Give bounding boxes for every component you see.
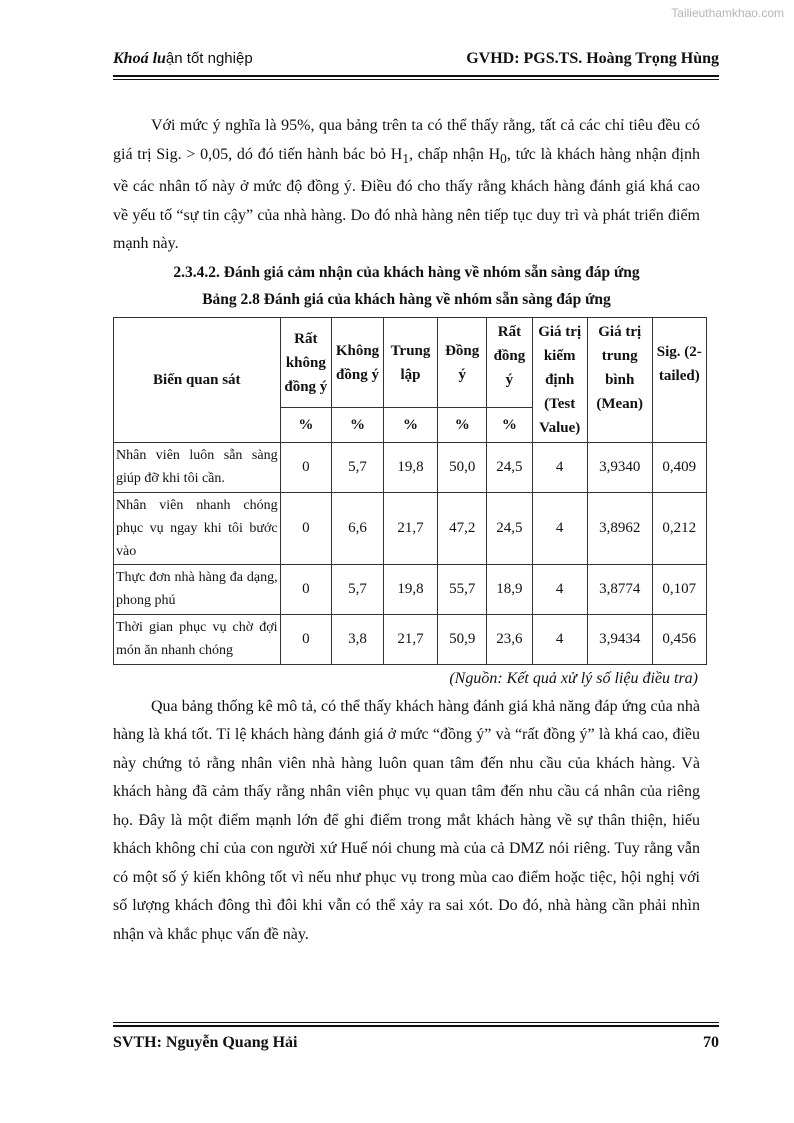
page-content bbox=[113, 112, 700, 949]
cell: 0 bbox=[280, 614, 332, 664]
paragraph-1 bbox=[113, 112, 700, 259]
footer-rule-thin bbox=[113, 1022, 719, 1023]
cell: 4 bbox=[532, 442, 587, 492]
table-row bbox=[114, 564, 707, 614]
survey-table bbox=[113, 317, 707, 665]
cell: 0,456 bbox=[652, 614, 706, 664]
row-label: Nhân viên luôn sẵn sàng giúp đỡ khi tôi cần. bbox=[114, 442, 281, 492]
cell: 3,8962 bbox=[587, 492, 652, 564]
cell: 18,9 bbox=[487, 564, 532, 614]
cell: 3,8 bbox=[332, 614, 384, 664]
cell: 21,7 bbox=[383, 614, 437, 664]
page-number: 70 bbox=[703, 1034, 719, 1051]
cell: 3,9434 bbox=[587, 614, 652, 664]
paragraph-1-text-c: , tức là khách hàng nhận định về các nhân tố này ở mức độ đồng ý. Điều đó cho thấy rằng khách hàng đánh giá khá cao về yếu tố “sự tin cậy” của nhà hàng. Do đó nhà hàng nên tiếp tục duy trì và phát triển điểm mạnh này. bbox=[113, 145, 701, 253]
table-header-row bbox=[114, 317, 707, 408]
page-footer bbox=[113, 1034, 719, 1052]
table-source: (Nguồn: Kết quả xử lý số liệu điều tra) bbox=[449, 669, 698, 687]
cell: 4 bbox=[532, 564, 587, 614]
header-right: GVHD: PGS.TS. Hoàng Trọng Hùng bbox=[466, 50, 719, 67]
header-variable: Biến quan sát bbox=[114, 317, 281, 442]
table-row bbox=[114, 492, 707, 564]
cell: 0 bbox=[280, 564, 332, 614]
table-row bbox=[114, 614, 707, 664]
footer-rule bbox=[113, 1025, 719, 1027]
header-rule-thin bbox=[113, 79, 719, 80]
header-mean: Giá trị trung bình (Mean) bbox=[587, 317, 652, 442]
header-agree: Đồng ý bbox=[438, 317, 487, 408]
row-label: Thời gian phục vụ chờ đợi món ăn nhanh chóng bbox=[114, 614, 281, 664]
section-heading: 2.3.4.2. Đánh giá cảm nhận của khách hàng về nhóm sẵn sàng đáp ứng bbox=[173, 263, 640, 281]
subscript-1: 1 bbox=[402, 150, 410, 166]
cell: 21,7 bbox=[383, 492, 437, 564]
row-label: Thực đơn nhà hàng đa dạng, phong phú bbox=[114, 564, 281, 614]
cell: 55,7 bbox=[438, 564, 487, 614]
cell: 0,409 bbox=[652, 442, 706, 492]
cell: 0 bbox=[280, 492, 332, 564]
header-rule bbox=[113, 75, 719, 77]
cell: 0,212 bbox=[652, 492, 706, 564]
page-header bbox=[113, 50, 719, 72]
header-strongly-agree: Rất đồng ý bbox=[487, 317, 532, 408]
paragraph-2: Qua bảng thống kê mô tả, có thể thấy khách hàng đánh giá khả năng đáp ứng của nhà hàng là khá tốt. Tỉ lệ khách hàng đánh giá ở mức “đồng ý” và “rất đồng ý” là khá cao, điều này chứng tỏ rằng nhân viên nhà hàng luôn quan tâm đến nhu cầu của khách hàng. Và khách hàng đã cảm thấy rằng nhân viên phục vụ quan tâm đến nhu cầu cá nhân của riêng họ. Đây là một điểm mạnh lớn để ghi điểm trong mắt khách hàng về sự thân thiện, hiếu khách không chỉ của con người xứ Huế nói chung mà của cả DMZ nói riêng. Tuy rằng vẫn có một số ý kiến không tốt vì nếu như phục vụ trong mùa cao điểm hoặc tiệc, hội nghị với số lượng khách đông thì đôi khi vẫn có thể xảy ra sai xót. Do đó, nhà hàng cần phải nhìn nhận và khắc phục vấn đề này. bbox=[113, 697, 700, 943]
cell: 0 bbox=[280, 442, 332, 492]
cell: 50,9 bbox=[438, 614, 487, 664]
footer-author: SVTH: Nguyễn Quang Hải bbox=[113, 1034, 298, 1051]
cell: 19,8 bbox=[383, 564, 437, 614]
cell: 4 bbox=[532, 614, 587, 664]
cell: 0,107 bbox=[652, 564, 706, 614]
cell: 6,6 bbox=[332, 492, 384, 564]
paragraph-1-text-b: , chấp nhận H bbox=[409, 145, 501, 163]
cell: 4 bbox=[532, 492, 587, 564]
header-left-italic: Khoá lu bbox=[113, 50, 166, 67]
header-test-value: Giá trị kiểm định (Test Value) bbox=[532, 317, 587, 442]
cell: 24,5 bbox=[487, 492, 532, 564]
header-neutral: Trung lập bbox=[383, 317, 437, 408]
header-left-plain: ận tốt nghiệp bbox=[165, 50, 253, 67]
unit-pct: % bbox=[280, 408, 332, 442]
cell: 5,7 bbox=[332, 442, 384, 492]
unit-pct: % bbox=[332, 408, 384, 442]
unit-pct: % bbox=[487, 408, 532, 442]
cell: 50,0 bbox=[438, 442, 487, 492]
cell: 3,9340 bbox=[587, 442, 652, 492]
header-disagree: Không đồng ý bbox=[332, 317, 384, 408]
cell: 5,7 bbox=[332, 564, 384, 614]
header-sig: Sig. (2-tailed) bbox=[652, 317, 706, 442]
cell: 24,5 bbox=[487, 442, 532, 492]
header-strongly-disagree: Rất không đồng ý bbox=[280, 317, 332, 408]
cell: 47,2 bbox=[438, 492, 487, 564]
row-label: Nhân viên nhanh chóng phục vụ ngay khi tôi bước vào bbox=[114, 492, 281, 564]
table-row bbox=[114, 442, 707, 492]
cell: 3,8774 bbox=[587, 564, 652, 614]
cell: 23,6 bbox=[487, 614, 532, 664]
unit-pct: % bbox=[438, 408, 487, 442]
table-title: Bảng 2.8 Đánh giá của khách hàng về nhóm sẵn sàng đáp ứng bbox=[202, 290, 611, 308]
header-left bbox=[113, 50, 253, 68]
watermark: Tailieuthamkhao.com bbox=[671, 6, 784, 20]
subscript-0: 0 bbox=[500, 150, 507, 166]
cell: 19,8 bbox=[383, 442, 437, 492]
paragraph-1-text-a: Với mức ý nghĩa là 95%, qua bảng trên ta có thể thấy rằng, tất cả các chỉ tiêu đều có giá trị Sig. > 0,05, dó đó tiến hành bác bỏ H bbox=[113, 117, 700, 163]
unit-pct: % bbox=[383, 408, 437, 442]
